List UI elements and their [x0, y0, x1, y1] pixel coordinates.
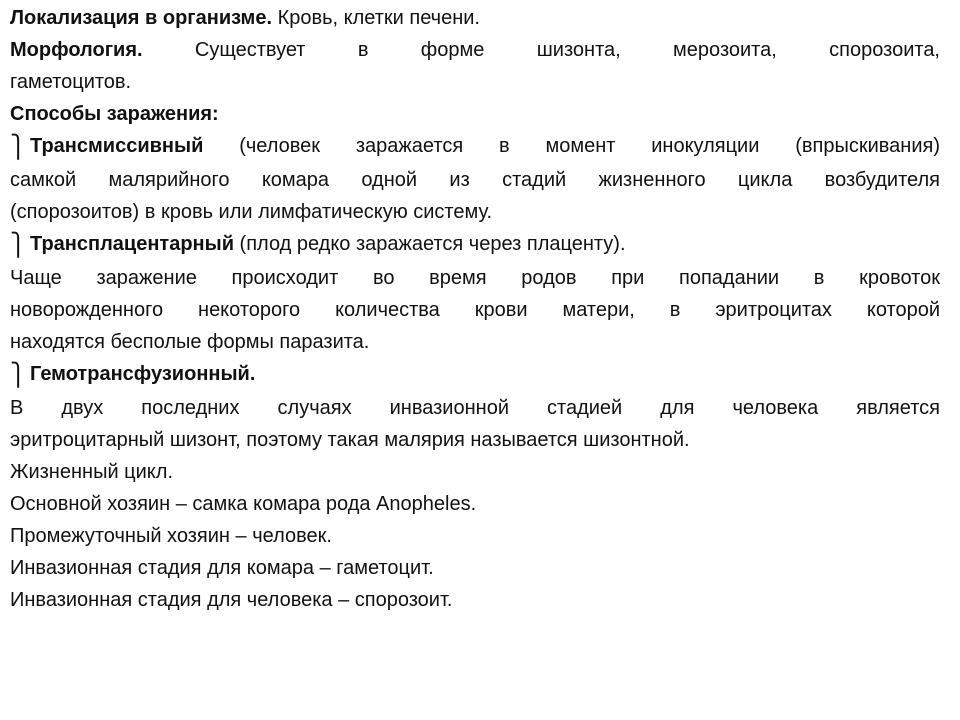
- transmissive-line-1: [10, 130, 940, 164]
- morphology-text-1: Существует в форме шизонта, мерозоита, спорозоита,: [142, 39, 940, 61]
- schizont-note-line-2: эритроцитарный шизонт, поэтому такая малярия называется шизонтной.: [10, 429, 690, 451]
- transmissive-text-1: (человек заражается в момент инокуляции (впрыскивания): [203, 135, 940, 157]
- hemotransfusion-label: Гемотрансфузионный.: [30, 363, 256, 385]
- localization-line: [10, 2, 940, 34]
- human-stage-line: Инвазионная стадия для человека – спорозоит.: [10, 589, 453, 611]
- intermediate-host-line: Промежуточный хозяин – человек.: [10, 525, 332, 547]
- localization-label: Локализация в организме.: [10, 7, 273, 29]
- transplacental-line: [10, 228, 940, 262]
- transmissive-label: Трансмиссивный: [30, 135, 204, 157]
- morphology-line-1: [10, 34, 940, 66]
- birth-infection-line-1: Чаще заражение происходит во время родов при попадании в кровоток: [10, 267, 940, 289]
- infection-heading: Способы заражения:: [10, 103, 219, 125]
- mosquito-stage-line: Инвазионная стадия для комара – гаметоцит.: [10, 557, 434, 579]
- birth-infection-line-2: новорожденного некоторого количества крови матери, в эритроцитах которой: [10, 299, 940, 321]
- transmissive-line-2: самкой малярийного комара одной из стадий жизненного цикла возбудителя: [10, 169, 940, 191]
- birth-infection-line-3: находятся бесполые формы паразита.: [10, 331, 370, 353]
- main-host-line: Основной хозяин – самка комара рода Anopheles.: [10, 493, 477, 515]
- schizont-note-line-1: В двух последних случаях инвазионной стадией для человека является: [10, 397, 940, 419]
- morphology-label: Морфология.: [10, 39, 143, 61]
- bullet-icon: ⎫: [10, 135, 27, 160]
- transplacental-label: Трансплацентарный: [30, 233, 234, 255]
- slide-text: [10, 2, 940, 616]
- transmissive-line-3: (спорозоитов) в кровь или лимфатическую систему.: [10, 201, 493, 223]
- localization-text: Кровь, клетки печени.: [272, 7, 480, 29]
- life-cycle-title: Жизненный цикл.: [10, 461, 173, 483]
- bullet-icon: ⎫: [10, 363, 27, 388]
- transplacental-text: (плод редко заражается через плаценту).: [234, 233, 626, 255]
- morphology-line-2: гаметоцитов.: [10, 71, 132, 93]
- hemotransfusion-line: [10, 358, 940, 392]
- bullet-icon: ⎫: [10, 233, 27, 258]
